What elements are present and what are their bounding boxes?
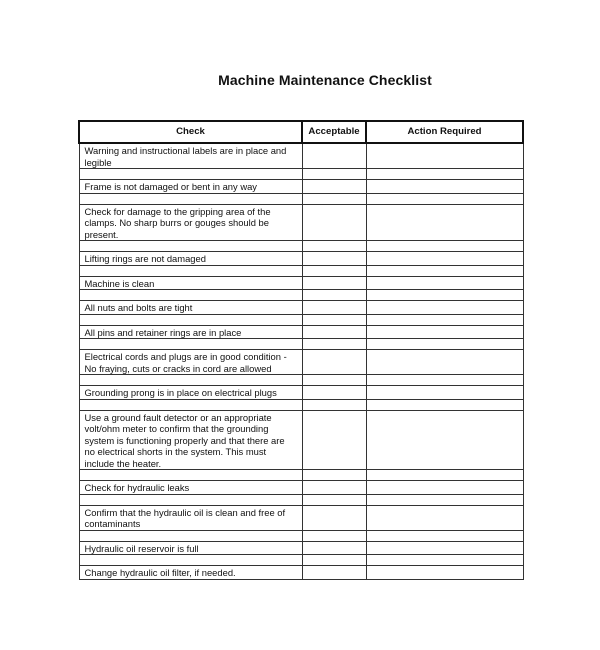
acceptable-cell[interactable] [302,325,366,339]
spacer-row [79,494,523,505]
action-required-cell[interactable] [366,276,523,290]
acceptable-cell[interactable] [302,301,366,315]
spacer-row [79,399,523,410]
check-cell: Check for hydraulic leaks [79,481,302,495]
column-header-acceptable: Acceptable [302,121,366,143]
check-cell: Machine is clean [79,276,302,290]
column-header-action-required: Action Required [366,121,523,143]
action-required-cell[interactable] [366,386,523,400]
action-required-cell[interactable] [366,541,523,555]
table-row [79,276,523,290]
table-row [79,410,523,470]
spacer-row [79,193,523,204]
acceptable-cell[interactable] [302,410,366,470]
action-required-cell[interactable] [366,350,523,375]
spacer-row [79,169,523,180]
table-row [79,143,523,169]
check-cell: All nuts and bolts are tight [79,301,302,315]
check-cell: All pins and retainer rings are in place [79,325,302,339]
action-required-cell[interactable] [366,143,523,169]
acceptable-cell[interactable] [302,252,366,266]
header-row [79,121,523,143]
check-cell: Confirm that the hydraulic oil is clean and free of contaminants [79,505,302,530]
check-cell: Use a ground fault detector or an appropriate volt/ohm meter to confirm that the grounding system is functioning properly and that there are no electrical shorts in the system. This must include the heater. [79,410,302,470]
acceptable-cell[interactable] [302,566,366,580]
table-row [79,325,523,339]
spacer-row [79,470,523,481]
table-row [79,481,523,495]
action-required-cell[interactable] [366,301,523,315]
acceptable-cell[interactable] [302,505,366,530]
acceptable-cell[interactable] [302,541,366,555]
acceptable-cell[interactable] [302,143,366,169]
check-cell: Warning and instructional labels are in place and legible [79,143,302,169]
check-cell: Grounding prong is in place on electrical plugs [79,386,302,400]
spacer-row [79,339,523,350]
check-cell: Change hydraulic oil filter, if needed. [79,566,302,580]
check-cell: Check for damage to the gripping area of the clamps. No sharp burrs or gouges should be present. [79,204,302,241]
acceptable-cell[interactable] [302,386,366,400]
action-required-cell[interactable] [366,410,523,470]
check-cell: Electrical cords and plugs are in good condition -No fraying, cuts or cracks in cord are allowed [79,350,302,375]
table-row [79,204,523,241]
check-cell: Lifting rings are not damaged [79,252,302,266]
spacer-row [79,265,523,276]
table-row [79,180,523,194]
check-cell: Frame is not damaged or bent in any way [79,180,302,194]
table-row [79,566,523,580]
action-required-cell[interactable] [366,204,523,241]
acceptable-cell[interactable] [302,180,366,194]
acceptable-cell[interactable] [302,350,366,375]
action-required-cell[interactable] [366,252,523,266]
table-row [79,350,523,375]
table-row [79,301,523,315]
table-row [79,252,523,266]
action-required-cell[interactable] [366,180,523,194]
acceptable-cell[interactable] [302,204,366,241]
check-cell: Hydraulic oil reservoir is full [79,541,302,555]
table-row [79,505,523,530]
spacer-row [79,530,523,541]
action-required-cell[interactable] [366,481,523,495]
acceptable-cell[interactable] [302,276,366,290]
spacer-row [79,555,523,566]
checklist-table [78,120,524,580]
table-row [79,386,523,400]
page-title: Machine Maintenance Checklist [218,72,432,88]
action-required-cell[interactable] [366,566,523,580]
spacer-row [79,375,523,386]
spacer-row [79,290,523,301]
column-header-check: Check [79,121,302,143]
spacer-row [79,241,523,252]
table-row [79,541,523,555]
action-required-cell[interactable] [366,325,523,339]
acceptable-cell[interactable] [302,481,366,495]
spacer-row [79,314,523,325]
action-required-cell[interactable] [366,505,523,530]
